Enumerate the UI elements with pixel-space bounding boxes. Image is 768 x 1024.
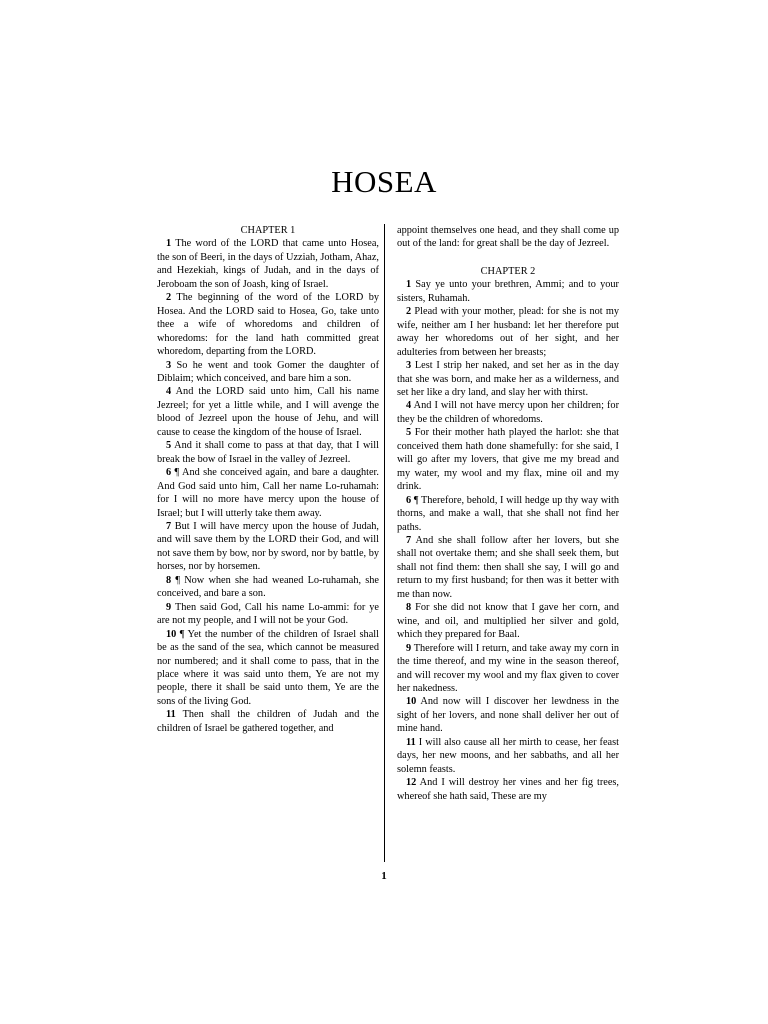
verse bbox=[157, 291, 379, 358]
verse-text: So he went and took Gomer the daughter of Diblaim; which conceived, and bare him a son. bbox=[157, 359, 380, 384]
verse-number: 8 bbox=[166, 574, 172, 586]
verse-text: And I will destroy her vines and her fig trees, whereof she hath said, These are my bbox=[397, 777, 619, 802]
verse-number: 6 bbox=[406, 494, 412, 506]
verse bbox=[397, 736, 619, 776]
verse bbox=[397, 278, 619, 305]
verse-text: And it shall come to pass at that day, that I will break the bow of Israel in the valley of Jezreel. bbox=[157, 440, 379, 465]
verse bbox=[157, 628, 379, 709]
verse-number: 10 bbox=[166, 628, 177, 640]
verse bbox=[397, 359, 619, 399]
verse-text: And I will not have mercy upon her children; for they be the children of whoredoms. bbox=[397, 400, 620, 425]
column-right bbox=[397, 224, 619, 803]
verse-number: 1 bbox=[166, 238, 172, 250]
chapter-2-verses bbox=[397, 278, 619, 803]
verse-text: For their mother hath played the harlot: she that conceived them hath done shamefully: for she said, I will go after my lovers, that give me my bread and my water, my wool and my flax, mine oil and my drink. bbox=[397, 427, 620, 493]
verse-number: 6 bbox=[166, 467, 172, 479]
verse-text: Therefore will I return, and take away my corn in the time thereof, and my wine in the season thereof, and will recover my wool and my flax given to cover her nakedness. bbox=[397, 642, 619, 694]
verse-number: 5 bbox=[406, 427, 412, 439]
verse-number: 11 bbox=[166, 709, 176, 721]
verse-number: 9 bbox=[166, 601, 172, 613]
verse bbox=[397, 426, 619, 493]
verse bbox=[157, 708, 379, 735]
verse bbox=[397, 642, 619, 696]
verse bbox=[157, 237, 379, 291]
verse-text: And now will I discover her lewdness in the sight of her lovers, and none shall deliver her out of mine hand. bbox=[397, 696, 620, 735]
verse-text: Plead with your mother, plead: for she is not my wife, neither am I her husband: let her therefore put away her whoredoms out of her sight, and her adulteries from between her breasts; bbox=[397, 306, 619, 358]
verse-number: 4 bbox=[406, 400, 412, 412]
verse bbox=[157, 466, 379, 520]
verse-text: ¶ Now when she had weaned Lo-ruhamah, she conceived, and bare a son. bbox=[157, 574, 379, 600]
verse bbox=[397, 399, 619, 426]
verse-number: 4 bbox=[166, 386, 172, 398]
verse bbox=[397, 305, 619, 359]
verse-number: 7 bbox=[406, 534, 412, 546]
verse-text: And the LORD said unto him, Call his name Jezreel; for yet a little while, and I will avenge the blood of Jezreel upon the house of Jehu, and will cause to cease the kingdom of the house of Israel. bbox=[157, 386, 379, 438]
verse-number: 9 bbox=[406, 642, 412, 654]
verse-text: Say ye unto your brethren, Ammi; and to your sisters, Ruhamah. bbox=[397, 279, 619, 304]
verse-text: But I will have mercy upon the house of Judah, and will save them by the LORD their God, and will not save them by bow, nor by sword, nor by battle, by horses, nor by horsemen. bbox=[157, 520, 380, 573]
verse-text: Lest I strip her naked, and set her as in the day that she was born, and make her as a wilderness, and set her like a dry land, and slay her with thirst. bbox=[397, 360, 619, 398]
verse-text: And she shall follow after her lovers, but she shall not overtake them; and she shall seek them, but shall not find them: then shall she say, I will go and return to my first husband; for then was it better with me than now. bbox=[397, 534, 619, 600]
column-divider bbox=[384, 224, 385, 862]
verse bbox=[397, 601, 619, 641]
verse bbox=[157, 601, 379, 628]
verse-number: 10 bbox=[406, 696, 417, 708]
verse-number: 3 bbox=[406, 360, 412, 372]
verse bbox=[157, 439, 379, 466]
verse-text: Then shall the children of Judah and the children of Israel be gathered together, and bbox=[157, 709, 379, 734]
verse-text: Then said God, Call his name Lo-ammi: for ye are not my people, and I will not be your God. bbox=[157, 601, 380, 627]
verse bbox=[397, 494, 619, 534]
chapter-1-verses bbox=[157, 237, 379, 735]
chapter-1-heading: CHAPTER 1 bbox=[240, 225, 296, 236]
verse-number: 11 bbox=[406, 736, 416, 748]
verse-text: ¶ Therefore, behold, I will hedge up thy way with thorns, and make a wall, that she shall not find her paths. bbox=[397, 494, 619, 533]
verse-number: 1 bbox=[406, 279, 412, 291]
verse-number: 5 bbox=[166, 440, 172, 452]
book-title: HOSEA bbox=[331, 164, 437, 199]
verse bbox=[397, 534, 619, 601]
verse bbox=[157, 359, 379, 386]
verse-text: The beginning of the word of the LORD by Hosea. And the LORD said to Hosea, Go, take unto thee a wife of whoredoms and children of whoredoms: for the land hath committed great whoredom, departing from the LORD. bbox=[157, 292, 379, 358]
verse-number: 12 bbox=[406, 777, 417, 789]
verse-text: ¶ And she conceived again, and bare a daughter. And God said unto him, Call her name Lo-ruhamah: for I will no more have mercy upon the house of Israel; but I will utterly take them away. bbox=[157, 467, 379, 519]
verse bbox=[157, 520, 379, 574]
verse-text: The word of the LORD that came unto Hosea, the son of Beeri, in the days of Uzziah, Jotham, Ahaz, and Hezekiah, kings of Judah, and in the days of Jeroboam the son of Joash, king of Israel. bbox=[157, 238, 379, 290]
verse bbox=[157, 385, 379, 439]
page-number: 1 bbox=[381, 870, 387, 882]
verse-number: 7 bbox=[166, 520, 172, 532]
verse-text: ¶ Yet the number of the children of Israel shall be as the sand of the sea, which cannot be measured nor numbered; and it shall come to pass, that in the place where it was said unto them, Ye are not my people, there it shall be said unto them, Ye are the sons of the living God. bbox=[157, 628, 380, 707]
chapter-2-heading: CHAPTER 2 bbox=[480, 265, 536, 277]
verse-number: 8 bbox=[406, 602, 412, 614]
verse bbox=[397, 776, 619, 803]
verse-text: For she did not know that I gave her corn, and wine, and oil, and multiplied her silver and gold, which they prepared for Baal. bbox=[397, 602, 619, 641]
verse-text: I will also cause all her mirth to cease, her feast days, her new moons, and her sabbaths, and all her solemn feasts. bbox=[397, 736, 619, 775]
verse bbox=[157, 574, 379, 601]
verse bbox=[397, 695, 619, 735]
verse-number: 2 bbox=[166, 292, 172, 304]
verse-continuation: appoint themselves one head, and they shall come up out of the land: for great shall be the day of Jezreel. bbox=[397, 225, 619, 250]
verse-number: 3 bbox=[166, 359, 172, 371]
verse-number: 2 bbox=[406, 306, 412, 318]
column-left bbox=[157, 224, 379, 735]
